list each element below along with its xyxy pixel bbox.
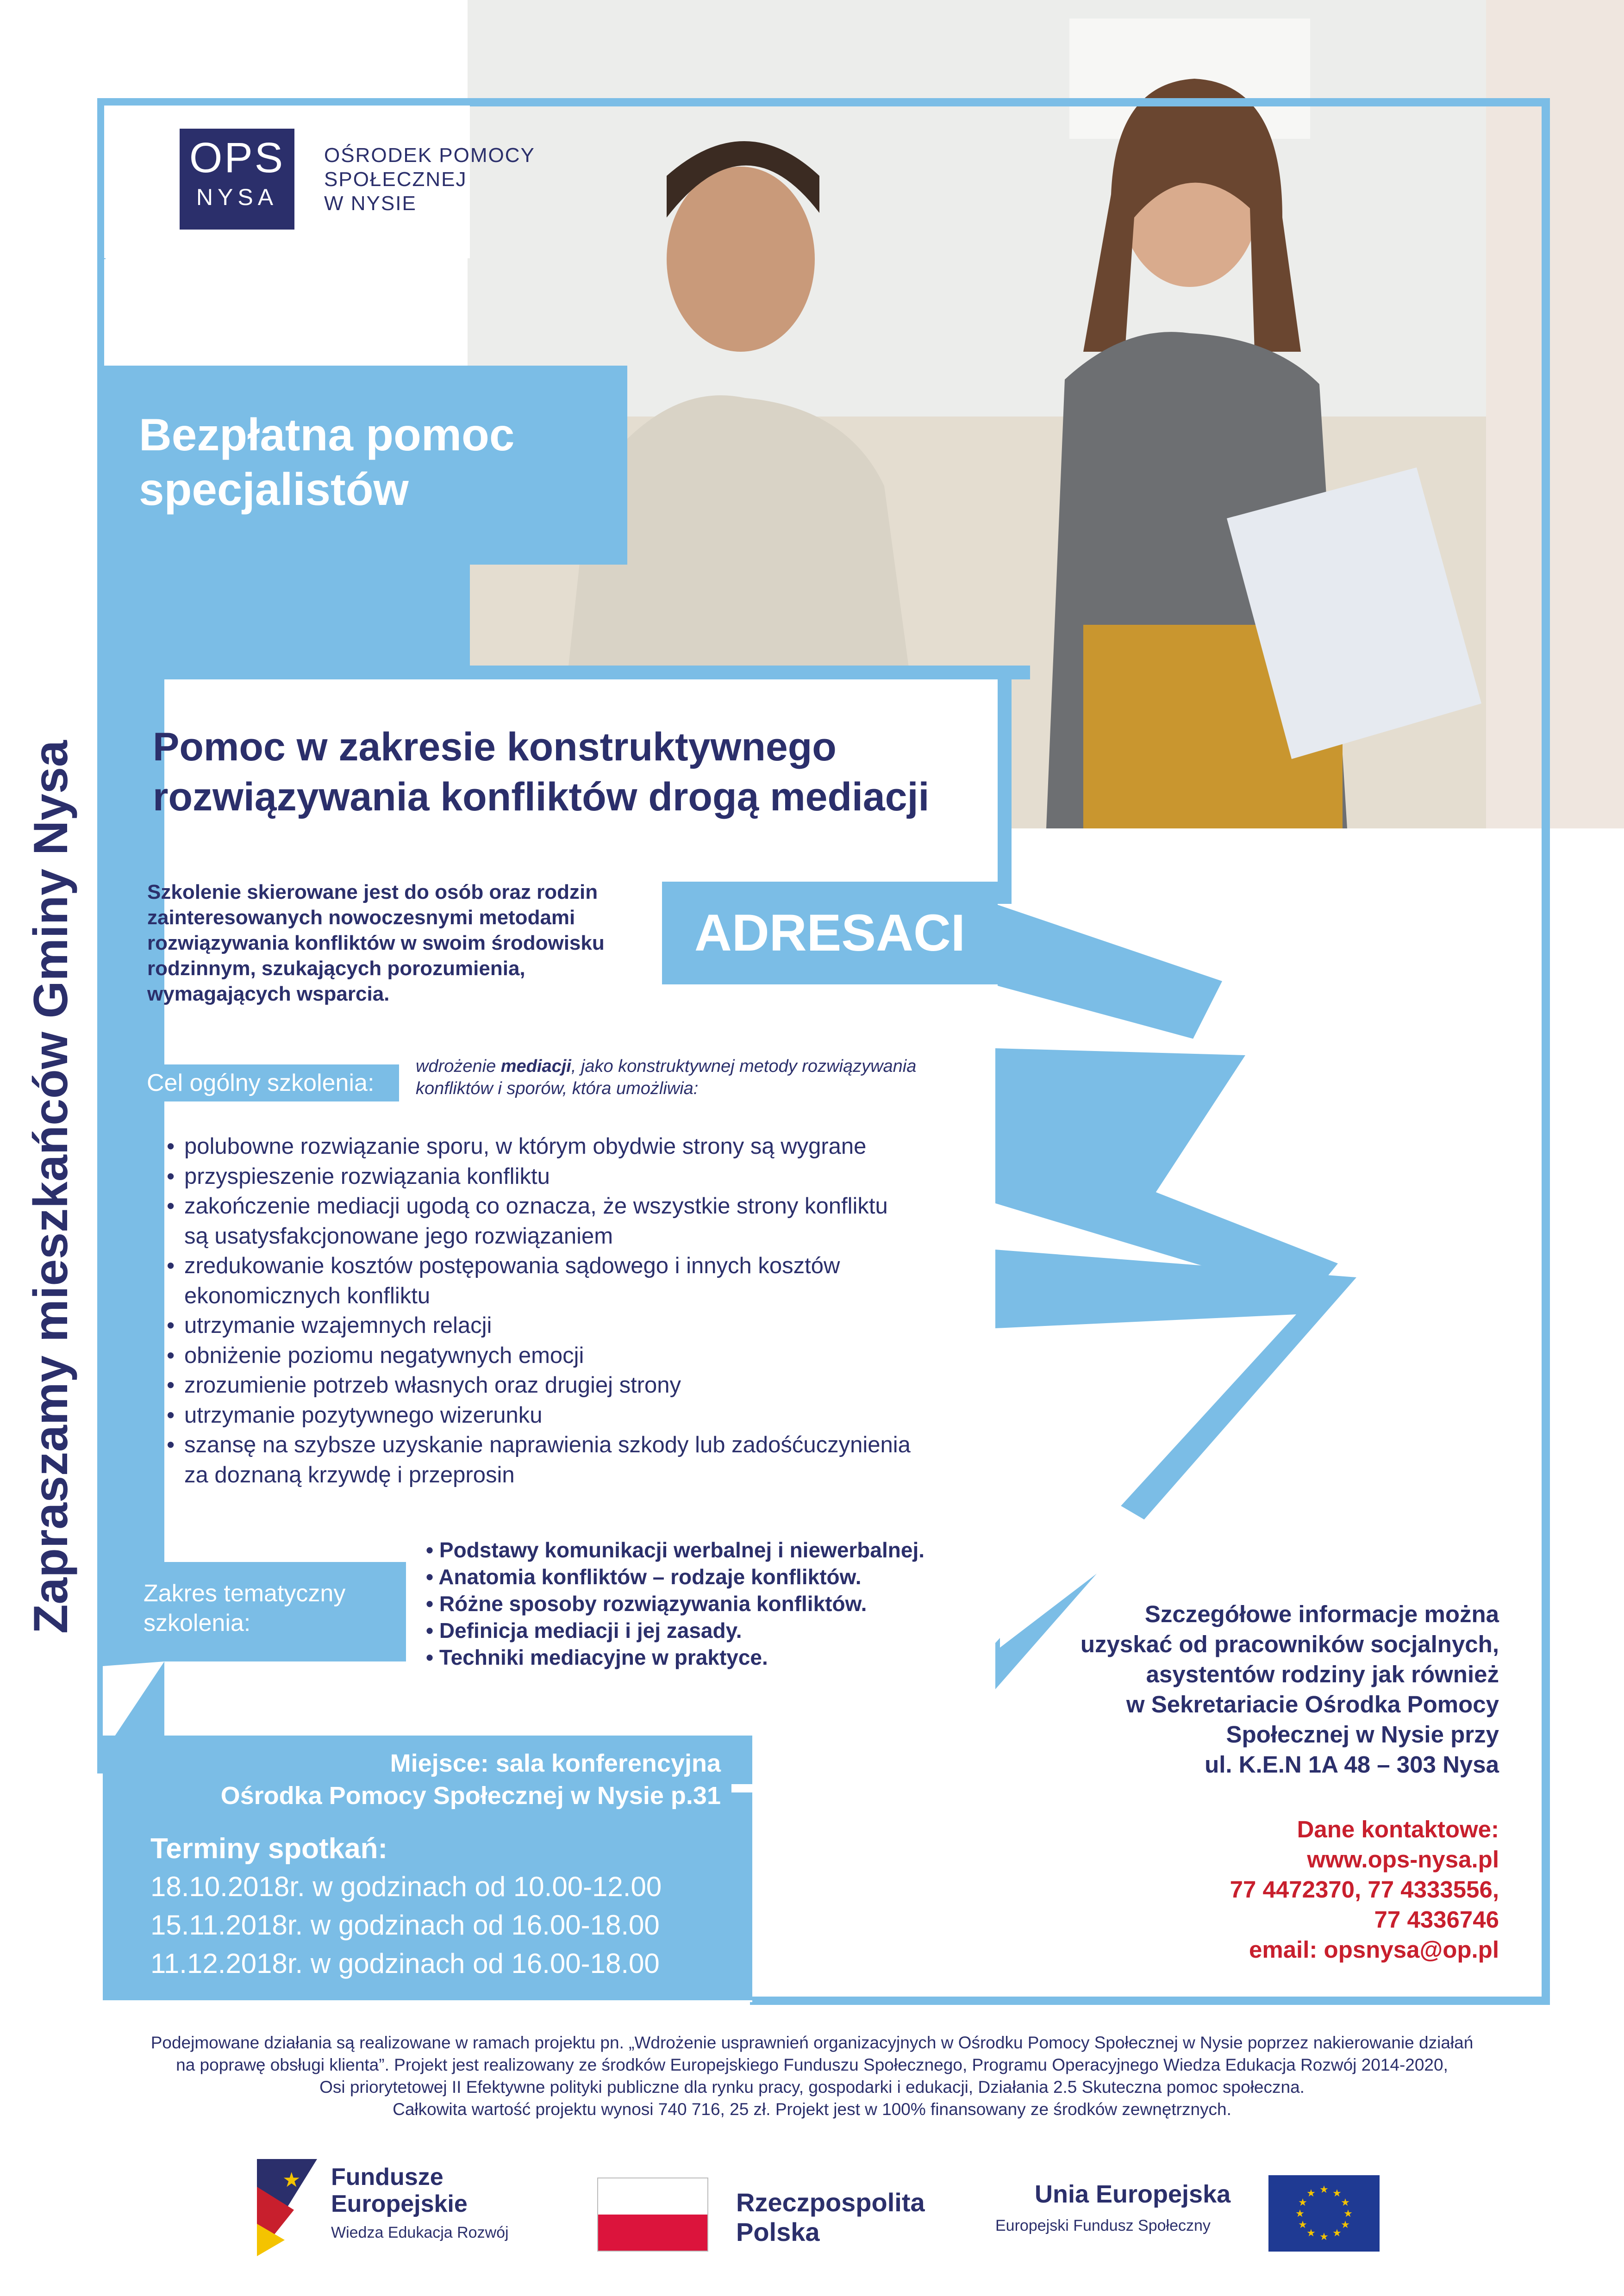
goal-text-after: , jako konstruktywnej metody rozwiązywania — [571, 1057, 917, 1076]
svg-text:★: ★ — [1341, 2197, 1350, 2209]
topics-label-line: szkolenia: — [144, 1610, 251, 1636]
list-item: • Różne sposoby rozwiązywania konfliktów. — [426, 1590, 1028, 1617]
rp-logo-line: Rzeczpospolita — [736, 2188, 925, 2217]
goal-label: Cel ogólny szkolenia: — [103, 1064, 399, 1101]
footer-line: Całkowita wartość projektu wynosi 740 716, 25 zł. Projekt jest w 100% finansowany ze środków zewnętrznych. — [393, 2100, 1231, 2119]
intro-line: rodzinnym, szukających porozumienia, — [147, 957, 525, 980]
list-item — [167, 1132, 954, 1162]
fe-logo-line: Europejskie — [331, 2190, 468, 2217]
ue-logo-title: Unia Europejska — [1035, 2180, 1231, 2208]
header-title-line: specjalistów — [139, 464, 409, 515]
adresaci-badge: ADRESACI — [662, 882, 998, 984]
place-notch — [731, 1784, 759, 1792]
topics-list — [426, 1537, 1028, 1671]
ops-logo-mark-top: OPS — [189, 134, 285, 181]
footer-line: Osi priorytetowej II Efektywne polityki publiczne dla rynku pracy, gospodarki i edukacji, Działania 2.5 Skuteczna pomoc społeczna. — [319, 2078, 1305, 2097]
org-name-line: OŚRODEK POMOCY — [324, 144, 535, 167]
list-item-line: za doznaną krzywdę i przeprosin — [184, 1462, 515, 1487]
list-item-line: • przyspieszenie rozwiązania konfliktu — [184, 1164, 550, 1189]
info-line: asystentów rodziny jak również — [1146, 1661, 1499, 1687]
phone-numbers: 77 4472370, 77 4333556, — [1230, 1876, 1499, 1903]
footer-line: na poprawę obsługi klienta”. Projekt jest realizowany ze środków Europejskiego Funduszu Społecznego, Programu Operacyjnego Wiedza Edukacja Rozwój 2014-2020, — [176, 2055, 1448, 2074]
list-item — [167, 1251, 954, 1311]
svg-text:★: ★ — [1341, 2219, 1350, 2231]
svg-text:★: ★ — [1319, 2231, 1329, 2243]
info-line: Szczegółowe informacje można — [1144, 1601, 1499, 1627]
list-item — [167, 1162, 954, 1192]
fe-logo — [257, 2159, 553, 2261]
org-name-line: SPOŁECZNEJ — [324, 168, 467, 191]
list-item-line: • zredukowanie kosztów postępowania sądowego i innych kosztów — [184, 1253, 840, 1278]
list-item: • Podstawy komunikacji werbalnej i niewerbalnej. — [426, 1537, 1028, 1563]
intro-line: wymagających wsparcia. — [147, 983, 390, 1005]
contact-heading: Dane kontaktowe: — [1297, 1816, 1499, 1842]
fe-logo-subtitle: Wiedza Edukacja Rozwój — [331, 2224, 509, 2241]
term-item: 11.12.2018r. w godzinach od 16.00-18.00 — [150, 1948, 660, 1979]
main-heading-line: rozwiązywania konfliktów drogą mediacji — [153, 775, 930, 819]
svg-text:★: ★ — [1332, 2188, 1342, 2199]
goal-text-before: wdrożenie — [416, 1057, 501, 1076]
svg-text:★: ★ — [1319, 2184, 1329, 2196]
footer-text — [65, 2032, 1559, 2121]
intro-line: rozwiązywania konfliktów w swoim środowisku — [147, 932, 605, 954]
term-item: 18.10.2018r. w godzinach od 10.00-12.00 — [150, 1871, 662, 1902]
header-title-line: Bezpłatna pomoc — [139, 409, 515, 460]
intro-line: zainteresowanych nowoczesnymi metodami — [147, 906, 575, 929]
list-item-line: • utrzymanie wzajemnych relacji — [184, 1313, 492, 1338]
info-line: uzyskać od pracowników socjalnych, — [1080, 1631, 1499, 1657]
svg-text:★: ★ — [1343, 2208, 1353, 2220]
list-item — [167, 1311, 954, 1341]
email-link[interactable]: email: opsnysa@op.pl — [1249, 1936, 1499, 1963]
goal-text — [416, 1055, 1018, 1100]
svg-text:★: ★ — [1298, 2219, 1307, 2231]
terms-heading: Terminy spotkań: — [150, 1833, 388, 1865]
polish-flag-icon — [597, 2178, 708, 2252]
list-item — [167, 1341, 954, 1371]
intro-line: Szkolenie skierowane jest do osób oraz rodzin — [147, 881, 598, 903]
list-item-line: • szansę na szybsze uzyskanie naprawienia szkody lub zadośćuczynienia — [184, 1432, 911, 1457]
list-item — [167, 1370, 954, 1400]
goal-text-line2: konfliktów i sporów, która umożliwia: — [416, 1079, 699, 1098]
terms-divider — [103, 2000, 752, 2002]
svg-text:★: ★ — [282, 2168, 301, 2192]
svg-text:★: ★ — [1295, 2208, 1305, 2220]
goal-bullet-list — [167, 1132, 954, 1490]
list-item — [167, 1191, 954, 1251]
side-banner: Zapraszamy mieszkańców Gminy Nysa — [24, 740, 78, 1634]
place-line: Miejsce: sala konferencyjna — [390, 1749, 721, 1777]
ops-logo-mark-bottom: NYSA — [196, 184, 278, 210]
info-line: ul. K.E.N 1A 48 – 303 Nysa — [1205, 1751, 1499, 1778]
info-line: Społecznej w Nysie przy — [1226, 1721, 1499, 1748]
svg-text:★: ★ — [1306, 2228, 1316, 2239]
list-item-line: są usatysfakcjonowane jego rozwiązaniem — [184, 1223, 613, 1249]
list-item-line: • polubowne rozwiązanie sporu, w którym obydwie strony są wygrane — [184, 1134, 867, 1159]
rp-logo-line: Polska — [736, 2217, 820, 2246]
place-line: Ośrodka Pomocy Społecznej w Nysie p.31 — [220, 1782, 721, 1810]
eu-flag-icon — [1268, 2175, 1380, 2252]
place-text — [103, 1747, 721, 1812]
contact-info — [1018, 1814, 1499, 1965]
main-heading-line: Pomoc w zakresie konstruktywnego — [153, 725, 837, 769]
ue-logo-subtitle: Europejski Fundusz Społeczny — [995, 2217, 1211, 2234]
topics-label-line: Zakres tematyczny — [144, 1580, 346, 1607]
fe-stars-icon — [257, 2159, 317, 2256]
goal-text-line — [416, 1055, 1018, 1077]
info-text — [1018, 1599, 1499, 1780]
list-item: • Anatomia konfliktów – rodzaje konfliktów. — [426, 1563, 1028, 1590]
fe-logo-line: Fundusze — [331, 2164, 443, 2190]
list-item-line: • obniżenie poziomu negatywnych emocji — [184, 1343, 584, 1368]
terms-list — [150, 1867, 662, 1983]
list-item — [167, 1400, 954, 1431]
list-item-line: • zakończenie mediacji ugodą co oznacza, że wszystkie strony konfliktu — [184, 1194, 888, 1219]
topics-label — [103, 1562, 406, 1661]
info-line: w Sekretariacie Ośrodka Pomocy — [1126, 1691, 1499, 1717]
list-item-line: ekonomicznych konfliktu — [184, 1283, 431, 1308]
list-item: • Techniki mediacyjne w praktyce. — [426, 1644, 1028, 1671]
main-heading — [153, 722, 986, 822]
intro-paragraph — [147, 879, 656, 1007]
svg-text:★: ★ — [1298, 2197, 1307, 2209]
term-item: 15.11.2018r. w godzinach od 16.00-18.00 — [150, 1910, 660, 1941]
footer-line: Podejmowane działania są realizowane w ramach projektu pn. „Wdrożenie usprawnień organizacyjnych w Ośrodku Pomocy Społecznej w Nysie poprzez nakierowanie działań — [150, 2033, 1474, 2052]
list-item-line: • zrozumienie potrzeb własnych oraz drugiej strony — [184, 1373, 681, 1398]
list-item — [167, 1430, 954, 1490]
goal-text-bold: mediacji — [500, 1057, 571, 1076]
svg-text:★: ★ — [1332, 2228, 1342, 2239]
svg-text:★: ★ — [1306, 2188, 1316, 2199]
list-item: • Definicja mediacji i jej zasady. — [426, 1617, 1028, 1644]
rp-logo — [597, 2178, 931, 2261]
list-item-line: • utrzymanie pozytywnego wizerunku — [184, 1402, 543, 1428]
org-name-line: W NYSIE — [324, 192, 417, 215]
ue-logo — [991, 2175, 1380, 2263]
website-link[interactable]: www.ops-nysa.pl — [1307, 1846, 1499, 1873]
phone-numbers: 77 4336746 — [1374, 1906, 1499, 1933]
